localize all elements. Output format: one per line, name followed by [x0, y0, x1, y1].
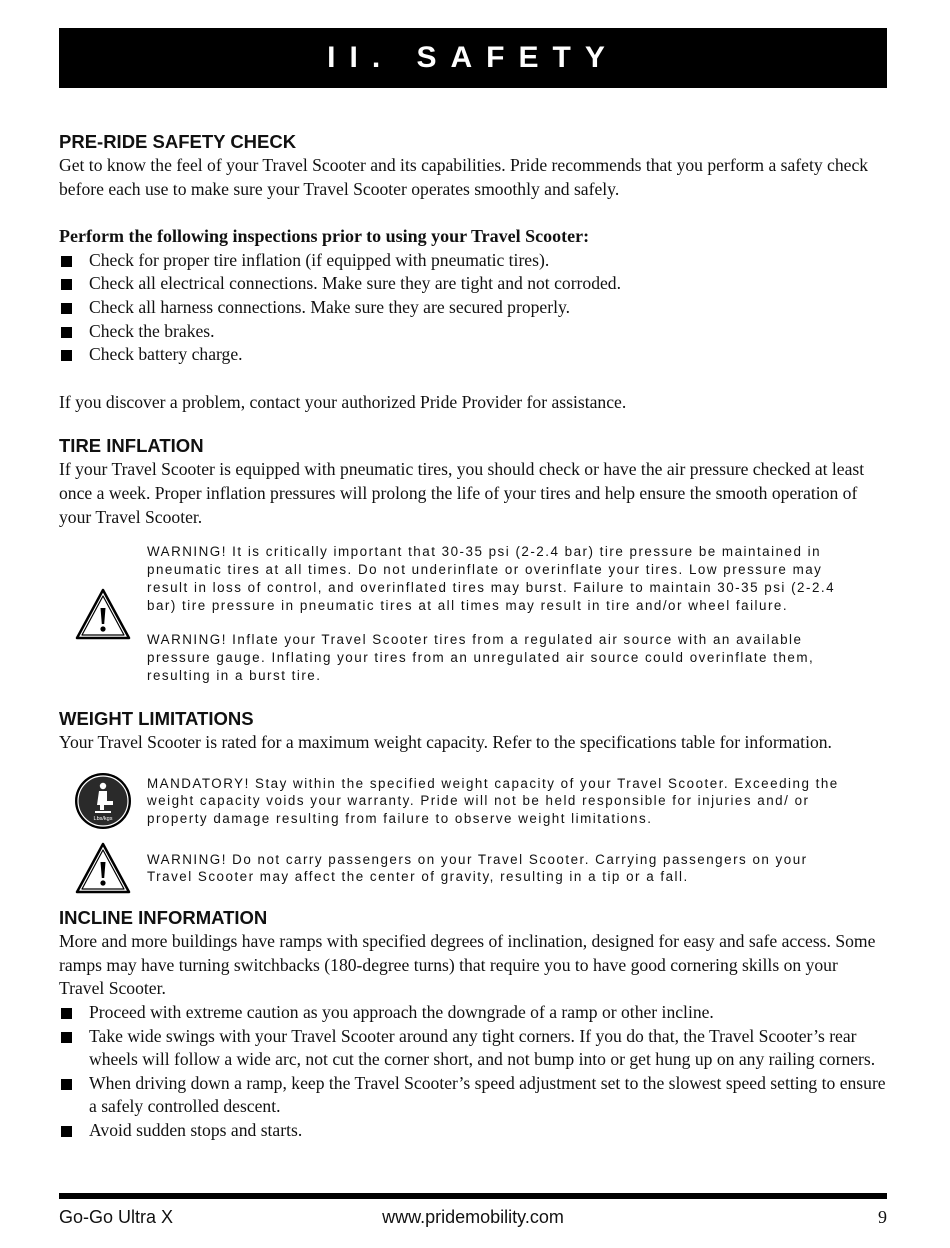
list-item: Take wide swings with your Travel Scooter around any tight corners. If you do that, the Travel Scooter’s rear wheels will follow a wide arc, not cut the corner short, and not bump into or get hung up on any railing corners.: [59, 1025, 887, 1072]
page-number: 9: [878, 1207, 887, 1227]
tire-warning-block: [59, 543, 887, 685]
warning-triangle-icon: [59, 840, 147, 896]
tire-warning-1: WARNING! It is critically important that 30-35 psi (2-2.4 bar) tire pressure be maintained in pneumatic tires at all times. Do not underinflate or overinflate your tires. Low pressure may result in loss of control, and overinflated tires may burst. Failure to maintain 30-35 psi (2-2.4 bar) tire pressure in pneumatic tires at all times may result in tire and/or wheel failure.: [147, 544, 836, 613]
list-item: Proceed with extreme caution as you approach the downgrade of a ramp or other incline.: [59, 1001, 887, 1025]
inspection-list: [59, 249, 887, 367]
list-item: Check for proper tire inflation (if equipped with pneumatic tires).: [59, 249, 887, 273]
section-banner: [59, 28, 887, 88]
weight-mandatory-text-wrap: [147, 775, 857, 828]
list-item: When driving down a ramp, keep the Travel Scooter’s speed adjustment set to the slowest speed setting to ensure a safely controlled descent.: [59, 1072, 887, 1119]
passenger-warning-block: [59, 840, 887, 896]
footer-divider: [59, 1193, 887, 1199]
list-item: Check battery charge.: [59, 343, 887, 367]
footer-model: Go-Go Ultra X: [59, 1207, 174, 1227]
weight-icon-label: Lbs/kgs: [93, 816, 113, 823]
tire-warning-text: [147, 543, 857, 685]
list-item: Avoid sudden stops and starts.: [59, 1119, 887, 1143]
weight-heading: WEIGHT LIMITATIONS: [59, 707, 254, 729]
tire-text: If your Travel Scooter is equipped with pneumatic tires, you should check or have the air pressure checked at least once a week. Proper inflation pressures will prolong the life of your tires and help ensure the smooth operation of your Travel Scooter.: [59, 459, 865, 527]
weight-mandatory-text: MANDATORY! Stay within the specified weight capacity of your Travel Scooter. Exceeding the weight capacity voids your warranty. Pride will not be held responsible for injuries and/ or property damage resulting from failure to observe weight limitations.: [147, 775, 839, 827]
list-item: Check all harness connections. Make sure they are secured properly.: [59, 296, 887, 320]
inspection-subheading: Perform the following inspections prior to using your Travel Scooter:: [59, 226, 590, 247]
manual-page: [59, 28, 887, 1143]
weight-mandatory-block: [59, 772, 887, 830]
list-item: Check all electrical connections. Make sure they are tight and not corroded.: [59, 272, 887, 296]
footer-url: www.pridemobility.com: [382, 1207, 564, 1227]
incline-list: [59, 1001, 887, 1143]
provider-note: If you discover a problem, contact your authorized Pride Provider for assistance.: [59, 391, 627, 412]
tire-warning-2: WARNING! Inflate your Travel Scooter tires from a regulated air source with an available pressure gauge. Inflating your tires from an unregulated air source could overinflate them, resulting in a burst tire.: [147, 632, 815, 683]
tire-heading: TIRE INFLATION: [59, 435, 204, 457]
pre-ride-intro: Get to know the feel of your Travel Scooter and its capabilities. Pride recommends that you perform a safety check before each use to make sure your Travel Scooter operates smoothly and safely.: [59, 155, 869, 199]
pre-ride-heading: PRE-RIDE SAFETY CHECK: [59, 131, 297, 152]
warning-triangle-icon: [59, 586, 147, 642]
passenger-warning-text-wrap: [147, 851, 857, 887]
page-title: II. SAFETY: [327, 41, 619, 74]
incline-heading: INCLINE INFORMATION: [59, 907, 268, 929]
weight-text: Your Travel Scooter is rated for a maximum weight capacity. Refer to the specifications table for information.: [59, 731, 832, 752]
incline-text: More and more buildings have ramps with specified degrees of inclination, designed for easy and safe access. Some ramps may have turning switchbacks (180-degree turns) that require you to have good cornering skills on your Travel Scooter.: [59, 931, 876, 999]
list-item: Check the brakes.: [59, 320, 887, 344]
page-footer: [59, 1207, 887, 1233]
passenger-warning-text: WARNING! Do not carry passengers on your Travel Scooter. Carrying passengers on your Travel Scooter may affect the center of gravity, resulting in a tip or a fall.: [147, 851, 808, 885]
weight-capacity-icon: [59, 772, 147, 830]
